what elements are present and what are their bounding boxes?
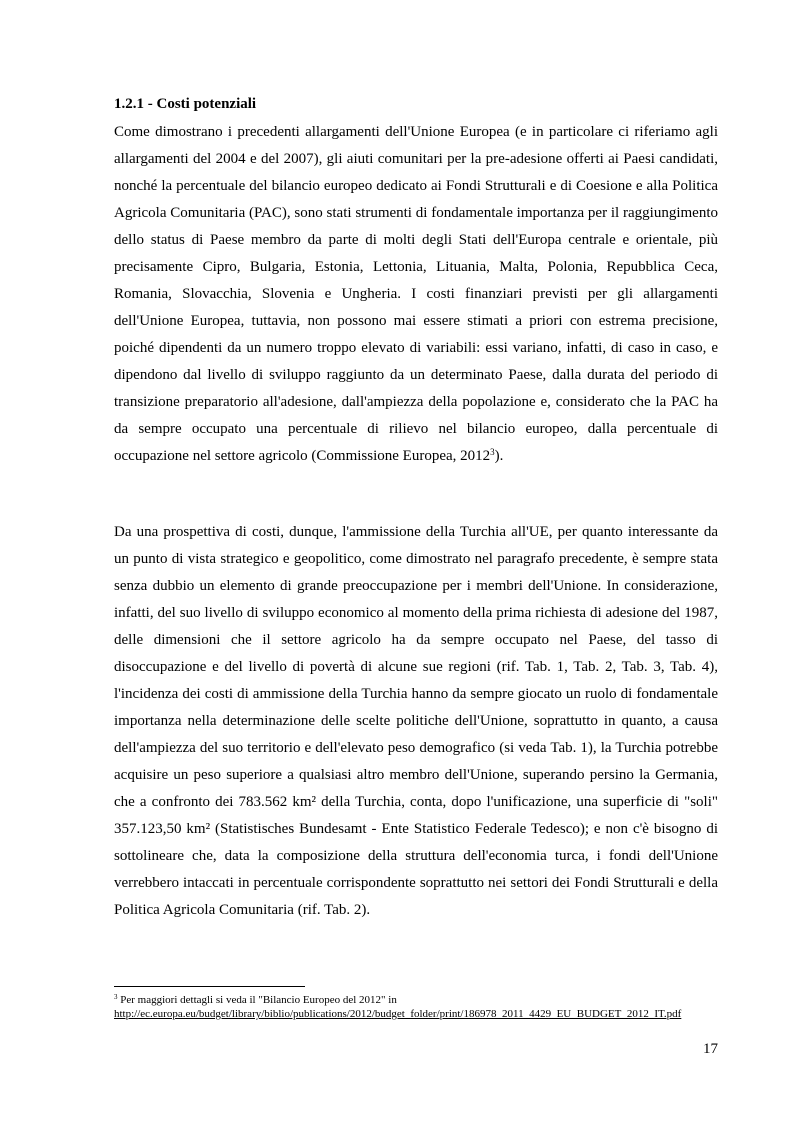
footnote-link[interactable]: http://ec.europa.eu/budget/library/biblio/publications/2012/budget_folder/print/186978_2011_4429_EU_BUDGET_2012_IT.pdf xyxy=(114,1008,682,1020)
footnote-divider xyxy=(114,986,305,987)
paragraph-2: Da una prospettiva di costi, dunque, l'ammissione della Turchia all'UE, per quanto interessante da un punto di vista strategico e geopolitico, come dimostrato nel paragrafo precedente, è sempre stata senza dubbio un elemento di grande preoccupazione per i membri dell'Unione. In considerazione, infatti, del suo livello di sviluppo economico al momento della prima richiesta di adesione del 1987, delle dimensioni che il settore agricolo ha da sempre occupato nel Paese, del tasso di disoccupazione e del livello di povertà di alcune sue regioni (rif. Tab. 1, Tab. 2, Tab. 3, Tab. 4), l'incidenza dei costi di ammissione della Turchia hanno da sempre giocato un ruolo di fondamentale importanza nella determinazione delle scelte politiche dell'Unione, soprattutto in quanto, a causa dell'ampiezza del suo territorio e dell'elevato peso demografico (si veda Tab. 1), la Turchia potrebbe acquisire un peso superiore a qualsiasi altro membro dell'Unione, superando persino la Germania, che a confronto dei 783.562 km² della Turchia, conta, dopo l'unificazione, una superficie di "soli" 357.123,50 km² (Statistisches Bundesamt - Ente Statistico Federale Tedesco); e non c'è bisogno di sottolineare che, data la composizione della struttura dell'economia turca, i fondi dell'Unione verrebbero intaccati in percentuale corrispondente soprattutto nei settori dei Fondi Strutturali e della Politica Agricola Comunitaria (rif. Tab. 2). xyxy=(114,524,718,918)
paragraph-1 xyxy=(114,119,718,470)
page-number: 17 xyxy=(703,1041,718,1057)
footnote xyxy=(114,993,718,1021)
footnote-mark: 3 xyxy=(114,993,118,1001)
footnote-text: Per maggiori dettagli si veda il "Bilancio Europeo del 2012" in xyxy=(117,994,397,1006)
paragraph-1-text: Come dimostrano i precedenti allargamenti dell'Unione Europea (e in particolare ci riferiamo agli allargamenti del 2004 e del 2007), gli aiuti comunitari per la pre-adesione offerti ai Paesi candidati, nonché la percentuale del bilancio europeo dedicato ai Fondi Strutturali e di Coesione e alla Politica Agricola Comunitaria (PAC), sono stati strumenti di fondamentale importanza per il raggiungimento dello status di Paese membro da parte di molti degli Stati dell'Europa centrale e orientale, più precisamente Cipro, Bulgaria, Estonia, Lettonia, Lituania, Malta, Polonia, Repubblica Ceca, Romania, Slovacchia, Slovenia e Ungheria. I costi finanziari previsti per gli allargamenti dell'Unione Europea, tuttavia, non possono mai essere stimati a priori con estrema precisione, poiché dipendenti da un numero troppo elevato di variabili: essi variano, infatti, di caso in caso, e dipendono dal livello di sviluppo raggiunto da un determinato Paese, dalla durata del periodo di transizione preparatorio all'adesione, dall'ampiezza della popolazione e, considerato che la PAC ha da sempre occupato una percentuale di rilievo nel bilancio europeo, dalla percentuale di occupazione nel settore agricolo (Commissione Europea, 2012 xyxy=(114,124,718,464)
footnote-reference[interactable]: 3 xyxy=(490,447,495,457)
paragraph-1-end: ). xyxy=(494,448,504,464)
section-heading: 1.2.1 - Costi potenziali xyxy=(114,96,257,112)
